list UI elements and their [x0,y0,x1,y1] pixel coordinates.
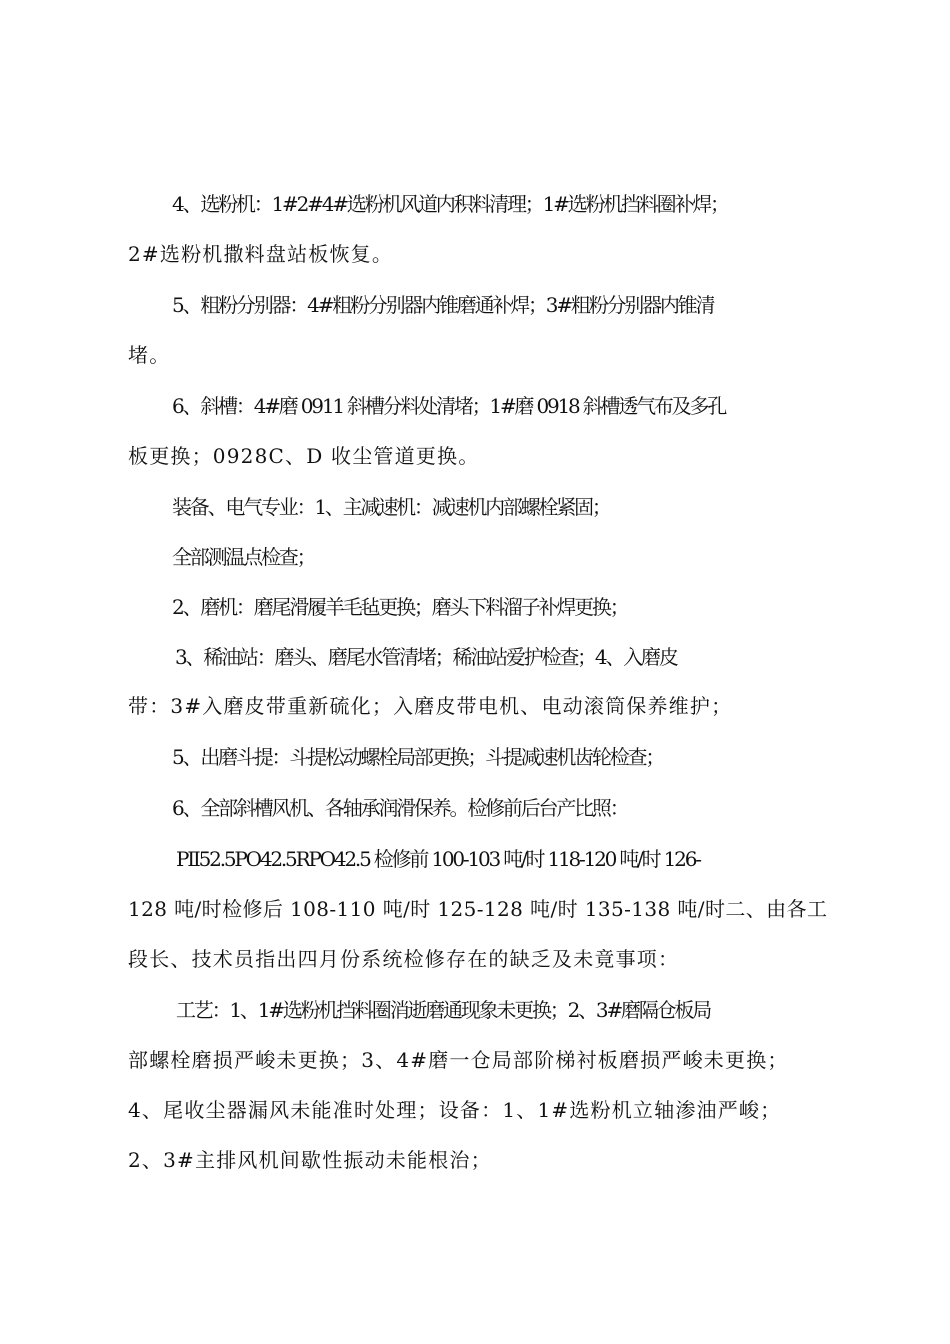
paragraph-line: 4、尾收尘器漏风未能准时处理；设备：1、1#选粉机立轴渗油严峻； [128,1098,782,1122]
paragraph-line: 4、选粉机：1#2#4#选粉机风道内积料清理；1#选粉机挡料圈补焊； [172,192,728,216]
paragraph-line: 装备、电气专业：1、主减速机：减速机内部螺栓紧固； [172,495,610,519]
paragraph-line: 段长、技术员指出四月份系统检修存在的缺乏及未竟事项： [128,947,680,971]
paragraph-line: 2#选粉机撒料盘站板恢复。 [128,242,394,266]
paragraph-line: 5、出磨斗提：斗提松动螺栓局部更换；斗提减速机齿轮检查； [172,745,664,769]
paragraph-line: 工艺：1、1#选粉机挡料圈消逝磨通现象未更换；2、3#磨隔仓板局 [176,998,711,1022]
paragraph-line: 全部测温点检查； [172,545,315,569]
paragraph-line: 部螺栓磨损严峻未更换；3、4#磨一仓局部阶梯衬板磨损严峻未更换； [128,1048,789,1072]
paragraph-line: 堵。 [128,343,171,367]
paragraph-line: 3、稀油站：磨头、磨尾水管清堵；稀油站爱护检查；4、入磨皮 [175,645,677,669]
paragraph-line: 2、磨机：磨尾滑履羊毛毡更换；磨头下料溜子补焊更换； [172,595,628,619]
paragraph-line: 5、粗粉分别器：4#粗粉分别器内锥磨通补焊；3#粗粉分别器内锥清 [172,293,714,317]
paragraph-line: 板更换；0928C、D 收尘管道更换。 [128,444,480,468]
paragraph-line: 带：3#入磨皮带重新硫化；入磨皮带电机、电动滚筒保养维护； [128,694,733,718]
paragraph-line: 2、3#主排风机间歇性振动未能根治； [128,1148,492,1172]
paragraph-line: 6、斜槽：4#磨 0911 斜槽分料处清堵；1#磨 0918 斜槽透气布及多孔 [172,394,726,418]
paragraph-line: 128 吨/时检修后 108-110 吨/时 125-128 吨/时 135-138 吨/时二、由各工 [128,897,828,921]
paragraph-line: 6、全部斜槽风机、各轴承润滑保养。检修前后台产比照： [172,796,628,820]
paragraph-line: PⅡ52.5PO42.5RPO42.5 检修前 100-103 吨/时 118-120 吨/时 126- [176,847,700,871]
